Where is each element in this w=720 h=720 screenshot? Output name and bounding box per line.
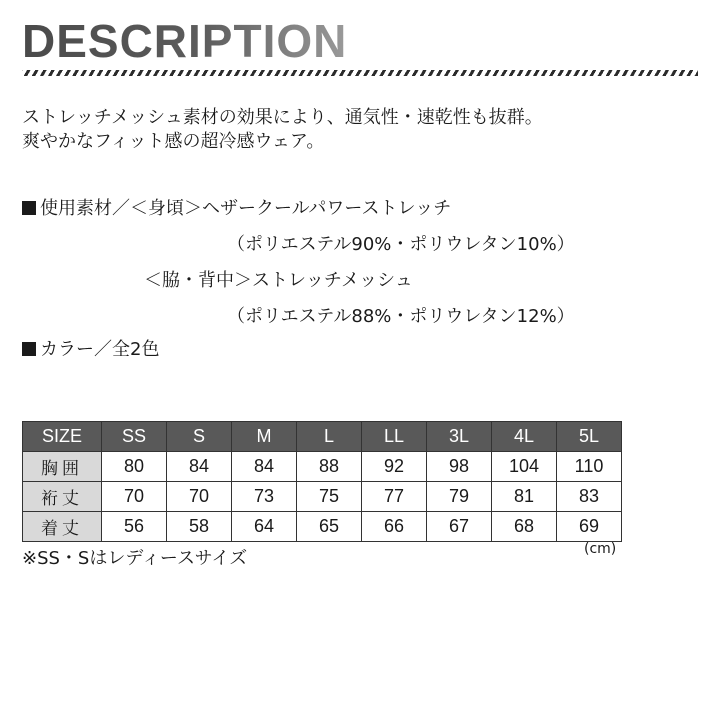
table-cell: 58 (167, 512, 232, 542)
material-side-back: ＜脇・背中＞ストレッチメッシュ (144, 270, 413, 291)
size-table (22, 421, 622, 542)
table-cell: 75 (297, 482, 362, 512)
table-cell: 65 (297, 512, 362, 542)
square-bullet-icon (22, 342, 36, 356)
table-cell: 84 (167, 452, 232, 482)
table-cell: 67 (427, 512, 492, 542)
table-cell: 92 (362, 452, 427, 482)
intro-line: 爽やかなフィット感の超冷感ウェア。 (22, 131, 325, 152)
table-cell: 70 (167, 482, 232, 512)
table-cell: 110 (557, 452, 622, 482)
table-row (23, 482, 622, 512)
size-note: ※SS・Sはレディースサイズ (22, 548, 248, 569)
unit-label: (cm) (584, 541, 617, 557)
header-cell: M (232, 422, 297, 452)
table-row (23, 452, 622, 482)
row-label: 裄丈 (23, 482, 102, 512)
table-cell: 68 (492, 512, 557, 542)
table-cell: 83 (557, 482, 622, 512)
color-label: カラー／全2色 (40, 339, 160, 360)
table-cell: 77 (362, 482, 427, 512)
material-label: 使用素材／＜身頃＞ヘザークールパワーストレッチ (40, 198, 452, 219)
striped-divider (22, 70, 698, 76)
header-cell: L (297, 422, 362, 452)
material-section (22, 191, 698, 335)
material-composition-mesh: （ポリエステル88%・ポリウレタン12%） (227, 306, 575, 327)
table-cell: 80 (102, 452, 167, 482)
table-cell: 56 (102, 512, 167, 542)
header-cell: SS (102, 422, 167, 452)
header-cell: 3L (427, 422, 492, 452)
table-cell: 79 (427, 482, 492, 512)
table-cell: 81 (492, 482, 557, 512)
material-composition-body: （ポリエステル90%・ポリウレタン10%） (227, 234, 575, 255)
header-cell: 5L (557, 422, 622, 452)
table-cell: 66 (362, 512, 427, 542)
header-cell: SIZE (23, 422, 102, 452)
size-table-header-row (23, 422, 622, 452)
table-cell: 104 (492, 452, 557, 482)
table-cell: 73 (232, 482, 297, 512)
header-cell: LL (362, 422, 427, 452)
intro-text (22, 106, 698, 154)
material-line (22, 191, 698, 227)
color-section (22, 335, 159, 365)
square-bullet-icon (22, 201, 36, 215)
header-cell: 4L (492, 422, 557, 452)
header-cell: S (167, 422, 232, 452)
table-cell: 70 (102, 482, 167, 512)
row-label: 着丈 (23, 512, 102, 542)
table-cell: 98 (427, 452, 492, 482)
table-cell: 64 (232, 512, 297, 542)
page-title: DESCRIPTION (22, 15, 348, 67)
row-label: 胸囲 (23, 452, 102, 482)
table-row (23, 512, 622, 542)
table-cell: 84 (232, 452, 297, 482)
table-cell: 88 (297, 452, 362, 482)
intro-line: ストレッチメッシュ素材の効果により、通気性・速乾性も抜群。 (22, 107, 543, 128)
table-cell: 69 (557, 512, 622, 542)
